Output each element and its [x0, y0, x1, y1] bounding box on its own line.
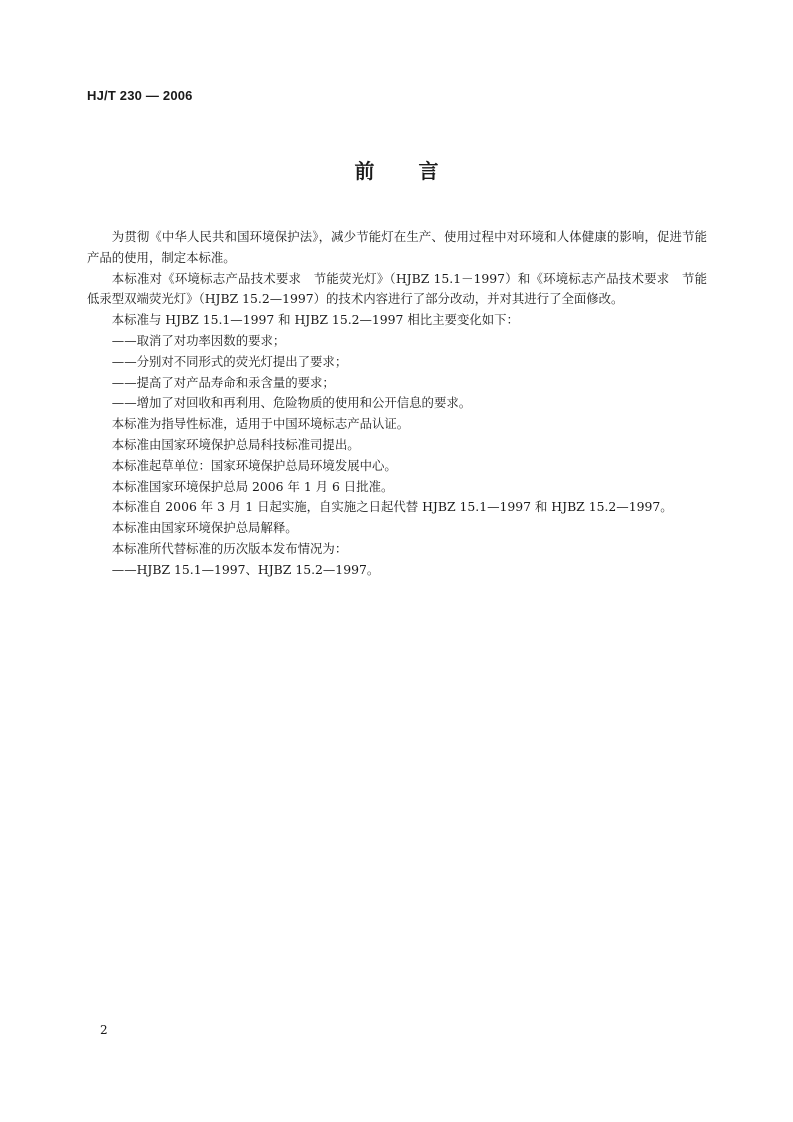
- paragraph-drafter: 本标准起草单位：国家环境保护总局环境发展中心。: [111, 457, 397, 473]
- change-item: ——提高了对产品寿命和汞含量的要求；: [111, 374, 335, 390]
- change-item: ——取消了对功率因数的要求；: [111, 332, 286, 348]
- paragraph-effective-date: 本标准自 2006 年 3 月 1 日起实施，自实施之日起代替 HJBZ 15.1—1997 和 HJBZ 15.2—1997。: [111, 499, 673, 515]
- history-item: ——HJBZ 15.1—1997、HJBZ 15.2—1997。: [111, 561, 380, 577]
- paragraph-interpretation: 本标准由国家环境保护总局解释。: [111, 520, 298, 536]
- paragraph-history-intro: 本标准所代替标准的历次版本发布情况为：: [111, 540, 348, 556]
- paragraph-revision: 本标准对《环境标志产品技术要求 节能荧光灯》（HJBZ 15.1－1997）和《环境标志产品技术要求 节能低汞型双端荧光灯》（HJBZ 15.2—1997）的技术内容进行了部分改动，并对其进行了全面修改。: [87, 270, 707, 307]
- paragraph-approval: 本标准国家环境保护总局 2006 年 1 月 6 日批准。: [111, 478, 394, 494]
- page-title: 前言: [354, 159, 483, 183]
- paragraph-scope: 本标准为指导性标准，适用于中国环境标志产品认证。: [111, 416, 410, 432]
- document-body: [87, 227, 707, 581]
- change-item: ——增加了对回收和再利用、危险物质的使用和公开信息的要求。: [111, 395, 472, 411]
- paragraph-purpose: 为贯彻《中华人民共和国环境保护法》，减少节能灯在生产、使用过程中对环境和人体健康的影响，促进节能产品的使用，制定本标准。: [87, 229, 707, 265]
- paragraph-proposer: 本标准由国家环境保护总局科技标准司提出。: [111, 436, 360, 452]
- page-number: 2: [100, 1023, 108, 1037]
- document-code: HJ/T 230 — 2006: [87, 88, 193, 103]
- change-item: ——分别对不同形式的荧光灯提出了要求；: [111, 353, 348, 369]
- paragraph-changes-intro: 本标准与 HJBZ 15.1—1997 和 HJBZ 15.2—1997 相比主要变化如下：: [111, 312, 519, 328]
